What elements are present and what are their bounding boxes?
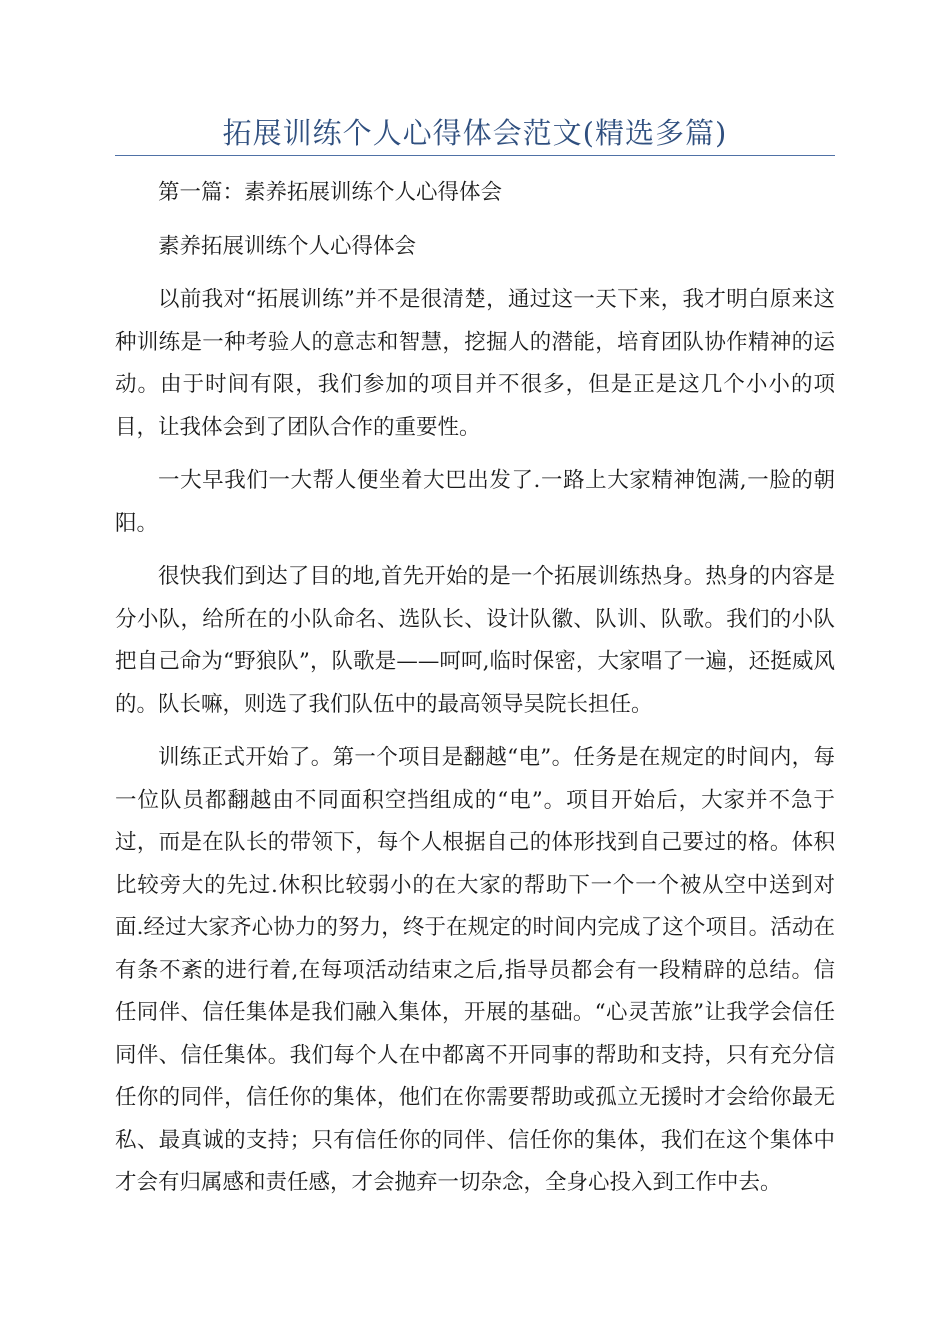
paragraph: 训练正式开始了。第一个项目是翻越“电”。任务是在规定的时间内，每一位队员都翻越由不同面积空挡组成的“电”。项目开始后，大家并不急于过，而是在队长的带领下，每个人根据自己的体形找到自己要过的格。体积比较旁大的先过.休积比较弱小的在大家的帮助下一个一个被从空中送到对面.经过大家齐心协力的努力，终于在规定的时间内完成了这个项目。活动在有条不紊的进行着,在每项活动结束之后,指导员都会有一段精辟的总结。信任同伴、信任集体是我们融入集体，开展的基础。“心灵苦旅”让我学会信任同伴、信任集体。我们每个人在中都离不开同事的帮助和支持，只有充分信任你的同伴，信任你的集体，他们在你需要帮助或孤立无援时才会给你最无私、最真诚的支持；只有信任你的同伴、信任你的集体，我们在这个集体中才会有归属感和责任感，才会抛弃一切杂念，全身心投入到工作中去。 xyxy=(115,745,835,1195)
paragraph: 很快我们到达了目的地,首先开始的是一个拓展训练热身。热身的内容是分小队，给所在的小队命名、选队长、设计队徽、队训、队歌。我们的小队把自己命为“野狼队”，队歌是——呵呵,临时保密，大家唱了一遍，还挺威风的。队长嘛，则选了我们队伍中的最高领导吴院长担任。 xyxy=(115,564,835,717)
section-heading: 第一篇：素养拓展训练个人心得体会 xyxy=(158,180,503,205)
subtitle: 素养拓展训练个人心得体会 xyxy=(158,233,417,259)
title-underline xyxy=(115,155,835,156)
paragraph: 一大早我们一大帮人便坐着大巴出发了.一路上大家精神饱满,一脸的朝阳。 xyxy=(115,468,835,536)
paragraph: 以前我对“拓展训练”并不是很清楚，通过这一天下来，我才明白原来这种训练是一种考验人的意志和智慧，挖掘人的潜能，培育团队协作精神的运动。由于时间有限，我们参加的项目并不很多，但是正是这几个小小的项目，让我体会到了团队合作的重要性。 xyxy=(115,287,835,440)
document-title: 拓展训练个人心得体会范文(精选多篇) xyxy=(222,116,728,150)
document-body xyxy=(115,172,835,1205)
